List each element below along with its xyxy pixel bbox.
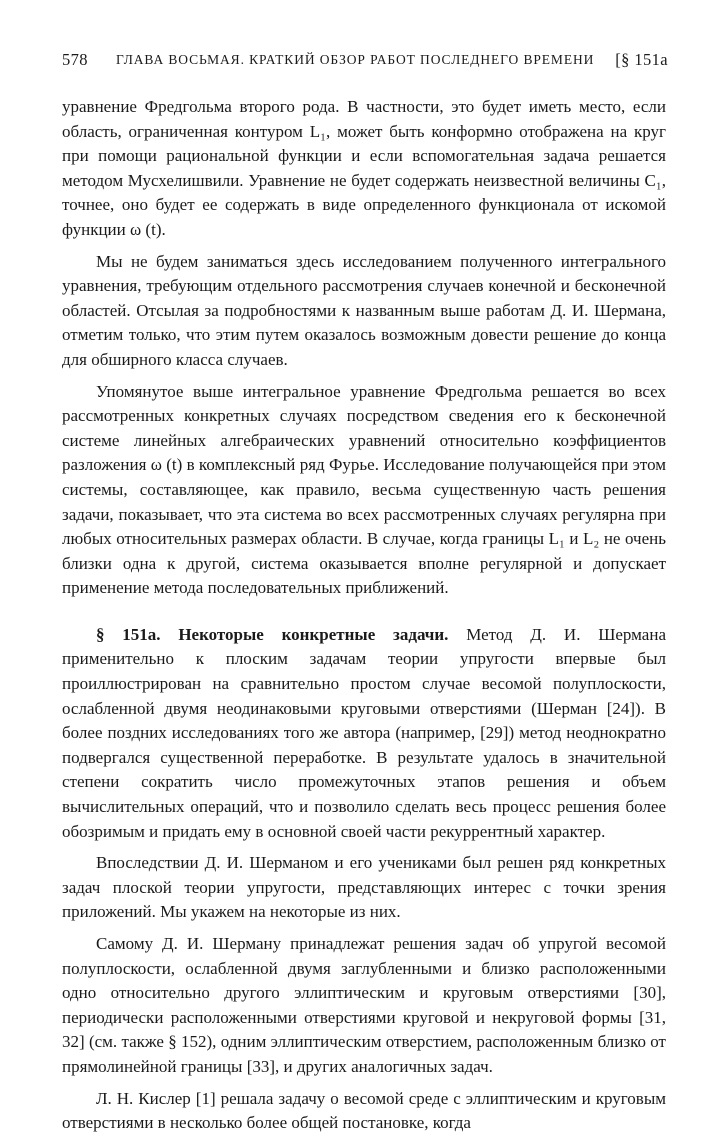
section-paragraph	[62, 623, 666, 844]
paragraph: Мы не будем заниматься здесь исследованием полученного интегрального уравнения, требующим отдельного рассмотрения случаев конечной и бесконечной областей. Отсылая за подробностями к названным выше работам Д. И. Шермана, отметим только, что этим путем оказалось возможным довести решение до конца для обширного класса случаев.	[62, 251, 666, 369]
paragraph: Упомянутое выше интегральное уравнение Фредгольма решается во всех рассмотренных конкретных случаях посредством сведения его к бесконечной системе линейных алгебраических уравнений относительно коэффициентов разложения ω (t) в комплексный ряд Фурье. Исследование получающейся при этом системы, составляющее, как правило, весьма существенную часть решения задачи, показывает, что эта система во всех рассмотренных случаях регулярна при любых относительных размерах области. В случае, когда границы L₁ и L₂ не очень близки одна к другой, система оказывается вполне регулярной и допускает применение метода последовательных приближений.	[62, 381, 666, 598]
section-first-paragraph-text: Метод Д. И. Шермана применительно к плоским задачам теории упругости впервые был проиллюстрирован на сравнительно простом случае весомой полуплоскости, ослабленной двумя неодинаковыми круговыми отверстиями (Шерман [24]). В более поздних исследованиях того же автора (например, [29]) метод неоднократно подвергался существенной переработке. В результате удалось в значительной степени сократить число промежуточных этапов решения и объем вычислительных операций, что и позволило сделать весь процесс решения более обозримым и придать ему в основной своей части рекуррентный характер.	[62, 624, 666, 841]
paragraph-continued: уравнение Фредгольма второго рода. В частности, это будет иметь место, если область, ограниченная контуром L₁, может быть конформно отображена на круг при помощи рациональной функции и если вспомогательная задача решается методом Мусхелишвили. Уравнение не будет содержать неизвестной величины C₁, точнее, оно будет ее содержать в виде определенного функционала от искомой функции ω (t).	[62, 97, 666, 239]
section-title: § 151а. Некоторые конкретные задачи.	[96, 624, 449, 644]
running-title: ГЛАВА ВОСЬМАЯ. КРАТКИЙ ОБЗОР РАБОТ ПОСЛЕДНЕГО ВРЕМЕНИ	[116, 52, 595, 67]
paragraph: Л. Н. Кислер [1] решала задачу о весомой среде с эллиптическим и круговым отверстиями в несколько более общей постановке, когда	[62, 1088, 666, 1133]
paragraph: Впоследствии Д. И. Шерманом и его учениками был решен ряд конкретных задач плоской теории упругости, представляющих интерес с точки зрения приложений. Мы укажем на некоторые из них.	[62, 853, 666, 922]
paragraph: Самому Д. И. Шерману принадлежат решения задач об упругой весомой полуплоскости, ослабленной двумя заглубленными и близко расположенными одно относительно другого эллиптическим и круговым отверстиями [30], периодически расположенными отверстиями круговой и некруговой формы [31, 32] (см. также § 152), одним эллиптическим отверстием, расположенным близко от прямолинейной границы [33], и других аналогичных задач.	[62, 934, 666, 1076]
page-number: 578	[62, 50, 88, 69]
running-header	[62, 50, 668, 74]
section-reference: [§ 151а	[615, 50, 668, 69]
body-text	[62, 95, 666, 1143]
